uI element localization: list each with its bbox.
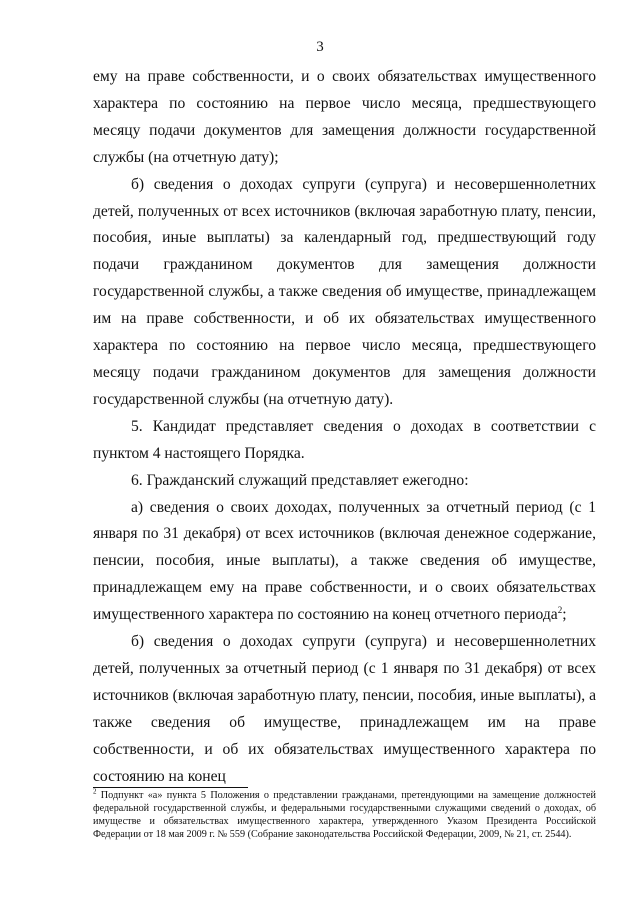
paragraph-text: ему на праве собственности, и о своих обязательствах имущественного характера по состоянию на первое число месяца, предшествующего месяцу подачи документов для замещения должности государственной службы (на отчетную дату); [93, 68, 596, 166]
paragraph-text: а) сведения о своих доходах, полученных за отчетный период (с 1 января по 31 декабря) от всех источников (включая денежное содержание, пенсии, пособия, иные выплаты), а также сведения об имуществе, принадлежащем ему на праве собственности, и о своих обязательствах имущественного характера по состоянию на конец отчетного периода [93, 498, 596, 624]
footnote-divider [93, 787, 248, 788]
paragraph-spouse-income-employee [93, 629, 596, 790]
paragraph-tail: ; [562, 606, 567, 624]
footnote-marker: 2 [93, 787, 97, 796]
paragraph-spouse-income-candidate [93, 172, 596, 414]
body-text [93, 64, 596, 790]
paragraph-own-income [93, 495, 596, 630]
paragraph-text: б) сведения о доходах супруги (супруга) и несовершеннолетних детей, полученных от всех источников (включая заработную плату, пенсии, пособия, иные выплаты) за календарный год, предшествующий году подачи гражданином документов для замещения должности государственной службы, а также сведения об имуществе, принадлежащем им на праве собственности, и об их обязательствах имущественного характера по состоянию на первое число месяца, предшествующего месяцу подачи гражданином документов для замещения должности государственной службы (на отчетную дату). [93, 175, 596, 408]
footnote-text: Подпункт «а» пункта 5 Положения о представлении гражданами, претендующими на замещение должностей федеральной государственной службы, и федеральными государственными служащими сведений о доходах, об имуществе и обязательствах имущественного характера, утвержденного Указом Президента Российской Федерации от 18 мая 2009 г. № 559 (Собрание законодательства Российской Федерации, 2009, № 21, ст. 2544). [93, 790, 596, 840]
paragraph-text: 5. Кандидат представляет сведения о доходах в соответствии с пунктом 4 настоящего Порядка. [93, 417, 596, 462]
paragraph-continuation [93, 64, 596, 172]
page-number: 3 [316, 39, 324, 55]
paragraph-item-6 [93, 468, 596, 495]
paragraph-text: 6. Гражданский служащий представляет ежегодно: [131, 471, 469, 489]
paragraph-item-5 [93, 414, 596, 468]
paragraph-text: б) сведения о доходах супруги (супруга) и несовершеннолетних детей, полученных за отчетный период (с 1 января по 31 декабря) от всех источников (включая заработную плату, пенсии, пособия, иные выплаты), а также сведения об имуществе, принадлежащем им на праве собственности, и об их обязательствах имущественного характера по состоянию на конец [93, 633, 596, 785]
footnote-reference[interactable]: 2 [557, 604, 563, 615]
footnote [93, 789, 596, 841]
